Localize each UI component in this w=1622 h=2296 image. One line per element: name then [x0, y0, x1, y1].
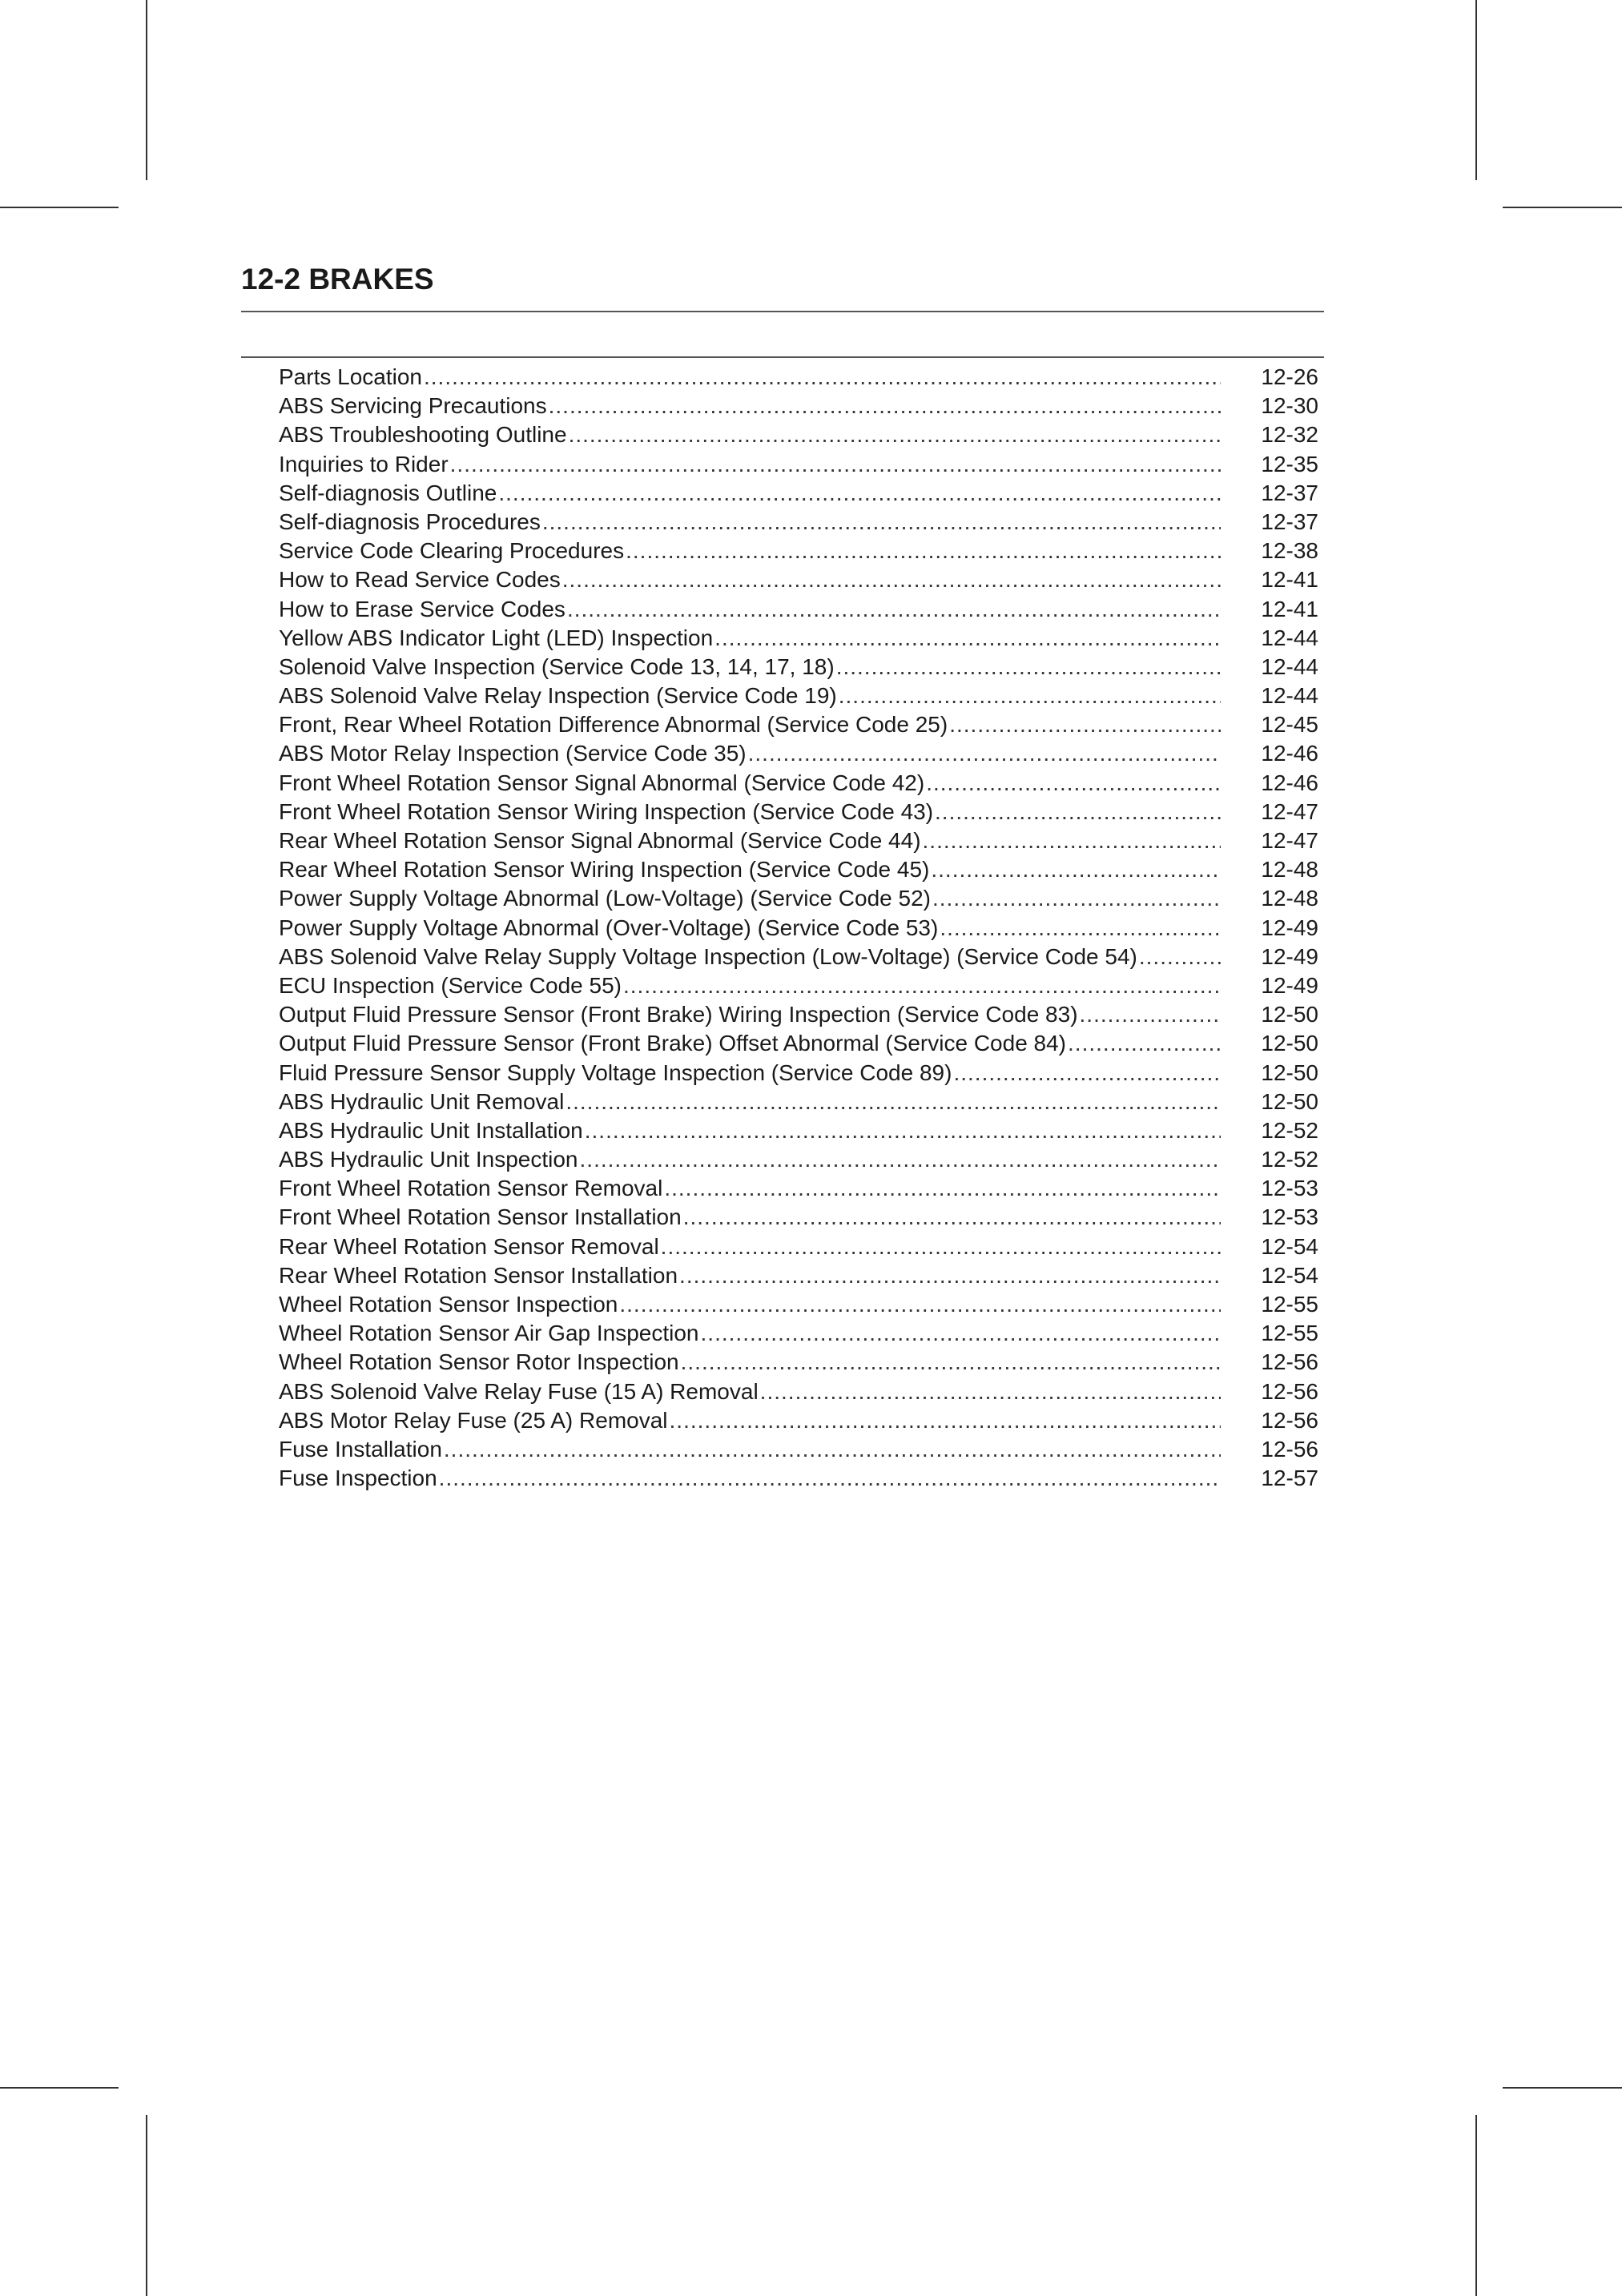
toc-entry-page: 12-56 — [1261, 1436, 1318, 1462]
toc-entry[interactable] — [279, 914, 1318, 943]
toc-entry-page: 12-55 — [1261, 1321, 1318, 1346]
toc-entry-title: Rear Wheel Rotation Sensor Wiring Inspection (Service Code 45) — [279, 857, 930, 883]
crop-mark-bottom-left-vertical — [146, 2115, 147, 2296]
toc-dot-leader — [701, 1319, 1221, 1348]
toc-entry[interactable] — [279, 508, 1318, 537]
toc-dot-leader — [683, 1203, 1221, 1232]
toc-entry-title: ABS Hydraulic Unit Removal — [279, 1088, 565, 1114]
toc-dot-leader — [1139, 943, 1221, 971]
toc-entry-page: 12-50 — [1261, 1060, 1318, 1085]
toc-dot-leader — [498, 479, 1221, 508]
toc-dot-leader — [626, 537, 1221, 565]
toc-dot-leader — [664, 1174, 1221, 1203]
toc-entry-title: Output Fluid Pressure Sensor (Front Brake) Wiring Inspection (Service Code 83) — [279, 1002, 1078, 1027]
toc-entry-page: 12-46 — [1261, 770, 1318, 795]
toc-entry[interactable] — [279, 1145, 1318, 1174]
toc-dot-leader — [714, 624, 1221, 653]
crop-mark-top-left-horizontal — [0, 207, 119, 208]
toc-entry-page: 12-48 — [1261, 886, 1318, 911]
toc-dot-leader — [839, 682, 1221, 710]
toc-entry-title: Inquiries to Rider — [279, 451, 449, 476]
toc-entry-title: Front Wheel Rotation Sensor Removal — [279, 1176, 663, 1201]
toc-entry[interactable] — [279, 1029, 1318, 1058]
toc-entry[interactable] — [279, 1116, 1318, 1145]
toc-entry-title: Power Supply Voltage Abnormal (Low-Voltage) (Service Code 52) — [279, 886, 931, 911]
toc-entry-title: Rear Wheel Rotation Sensor Removal — [279, 1233, 659, 1259]
toc-entry-page: 12-41 — [1261, 596, 1318, 621]
toc-entry-page: 12-54 — [1261, 1233, 1318, 1259]
toc-dot-leader — [935, 798, 1221, 826]
toc-entry[interactable] — [279, 1319, 1318, 1348]
toc-entry-title: ABS Solenoid Valve Relay Supply Voltage Inspection (Low-Voltage) (Service Code 54) — [279, 943, 1137, 969]
toc-entry-title: Front Wheel Rotation Sensor Signal Abnormal (Service Code 42) — [279, 770, 925, 795]
toc-entry-title: How to Read Service Codes — [279, 567, 561, 593]
toc-entry-page: 12-32 — [1261, 422, 1318, 448]
toc-entry-page: 12-49 — [1261, 915, 1318, 940]
toc-entry-page: 12-48 — [1261, 857, 1318, 883]
toc-entry-title: ABS Hydraulic Unit Installation — [279, 1117, 583, 1143]
toc-entry-page: 12-26 — [1261, 364, 1318, 389]
toc-entry[interactable] — [279, 1174, 1318, 1203]
toc-dot-leader — [1080, 1000, 1221, 1029]
toc-entry[interactable] — [279, 420, 1318, 449]
toc-entry[interactable] — [279, 884, 1318, 913]
crop-mark-top-right-vertical — [1475, 0, 1477, 180]
toc-dot-leader — [953, 1059, 1221, 1088]
toc-entry-page: 12-56 — [1261, 1407, 1318, 1433]
crop-mark-top-left-vertical — [146, 0, 147, 180]
toc-entry[interactable] — [279, 595, 1318, 624]
toc-dot-leader — [926, 769, 1221, 798]
toc-entry-page: 12-38 — [1261, 538, 1318, 564]
toc-entry[interactable] — [279, 682, 1318, 710]
header-rule — [241, 311, 1324, 312]
toc-entry-title: ABS Hydraulic Unit Inspection — [279, 1147, 578, 1172]
toc-entry[interactable] — [279, 769, 1318, 798]
toc-entry-page: 12-37 — [1261, 480, 1318, 505]
toc-entry-title: Wheel Rotation Sensor Inspection — [279, 1292, 618, 1317]
toc-entry[interactable] — [279, 826, 1318, 855]
toc-entry[interactable] — [279, 1464, 1318, 1493]
toc-entry[interactable] — [279, 1232, 1318, 1261]
toc-dot-leader — [562, 565, 1221, 594]
toc-entry-page: 12-53 — [1261, 1176, 1318, 1201]
crop-mark-bottom-left-horizontal — [0, 2087, 119, 2089]
toc-entry[interactable] — [279, 363, 1318, 392]
toc-entry-title: ECU Inspection (Service Code 55) — [279, 972, 622, 998]
toc-dot-leader — [836, 653, 1221, 682]
toc-entry[interactable] — [279, 1261, 1318, 1290]
toc-dot-leader — [949, 710, 1221, 739]
toc-dot-leader — [619, 1290, 1221, 1319]
toc-entry-title: ABS Servicing Precautions — [279, 393, 547, 419]
toc-entry[interactable] — [279, 1000, 1318, 1029]
toc-entry-title: Parts Location — [279, 364, 422, 389]
toc-dot-leader — [923, 826, 1221, 855]
toc-dot-leader — [679, 1261, 1221, 1290]
toc-entry-page: 12-56 — [1261, 1349, 1318, 1375]
toc-entry-page: 12-49 — [1261, 972, 1318, 998]
toc-entry[interactable] — [279, 537, 1318, 565]
toc-entry-page: 12-57 — [1261, 1466, 1318, 1491]
toc-entry-title: ABS Solenoid Valve Relay Fuse (15 A) Removal — [279, 1378, 759, 1404]
toc-entry-title: ABS Motor Relay Fuse (25 A) Removal — [279, 1407, 668, 1433]
toc-entry-title: Fuse Inspection — [279, 1466, 437, 1491]
toc-dot-leader — [565, 1088, 1221, 1116]
toc-entry-title: Self-diagnosis Procedures — [279, 509, 541, 534]
toc-entry-page: 12-53 — [1261, 1204, 1318, 1230]
toc-entry-title: Fuse Installation — [279, 1436, 442, 1462]
toc-entry-title: Service Code Clearing Procedures — [279, 538, 625, 564]
toc-entry-title: Front Wheel Rotation Sensor Wiring Inspection (Service Code 43) — [279, 798, 934, 824]
toc-entry-page: 12-52 — [1261, 1117, 1318, 1143]
toc-entry[interactable] — [279, 1059, 1318, 1088]
toc-dot-leader — [580, 1145, 1221, 1174]
toc-entry[interactable] — [279, 479, 1318, 508]
toc-entry-page: 12-47 — [1261, 798, 1318, 824]
toc-dot-leader — [542, 508, 1221, 537]
toc-entry-title: ABS Troubleshooting Outline — [279, 422, 567, 448]
toc-dot-leader — [549, 392, 1221, 420]
toc-dot-leader — [585, 1116, 1221, 1145]
toc-dot-leader — [940, 914, 1221, 943]
toc-entry[interactable] — [279, 653, 1318, 682]
toc-entry-title: Solenoid Valve Inspection (Service Code 13, 14, 17, 18) — [279, 653, 835, 679]
toc-entry-title: Wheel Rotation Sensor Rotor Inspection — [279, 1349, 679, 1375]
toc-entry[interactable] — [279, 943, 1318, 971]
toc-dot-leader — [444, 1435, 1221, 1464]
toc-entry-page: 12-50 — [1261, 1002, 1318, 1027]
crop-mark-top-right-horizontal — [1503, 207, 1622, 208]
crop-mark-bottom-right-vertical — [1475, 2115, 1477, 2296]
toc-entry[interactable] — [279, 624, 1318, 653]
toc-entry-page: 12-49 — [1261, 943, 1318, 969]
toc-entry-title: Front, Rear Wheel Rotation Difference Abnormal (Service Code 25) — [279, 712, 948, 738]
toc-dot-leader — [681, 1348, 1221, 1377]
toc-entry-title: Wheel Rotation Sensor Air Gap Inspection — [279, 1321, 699, 1346]
toc-dot-leader — [670, 1406, 1221, 1435]
toc-entry[interactable] — [279, 1088, 1318, 1116]
toc-dot-leader — [748, 739, 1221, 768]
toc-entry-page: 12-50 — [1261, 1088, 1318, 1114]
toc-entry[interactable] — [279, 1377, 1318, 1406]
toc-entry[interactable] — [279, 798, 1318, 826]
toc-entry-title: Rear Wheel Rotation Sensor Signal Abnormal (Service Code 44) — [279, 828, 921, 853]
toc-dot-leader — [661, 1232, 1221, 1261]
toc-entry-page: 12-44 — [1261, 653, 1318, 679]
toc-entry[interactable] — [279, 710, 1318, 739]
toc-dot-leader — [623, 971, 1221, 1000]
toc-entry-title: Self-diagnosis Outline — [279, 480, 497, 505]
toc-entry[interactable] — [279, 1348, 1318, 1377]
toc-entry-title: Rear Wheel Rotation Sensor Installation — [279, 1262, 678, 1288]
toc-entry-title: How to Erase Service Codes — [279, 596, 565, 621]
toc-entry-title: Front Wheel Rotation Sensor Installation — [279, 1204, 682, 1230]
toc-dot-leader — [450, 450, 1221, 479]
toc-entry-page: 12-30 — [1261, 393, 1318, 419]
toc-entry[interactable] — [279, 971, 1318, 1000]
toc-entry[interactable] — [279, 565, 1318, 594]
toc-dot-leader — [567, 595, 1221, 624]
toc-entry-title: Fluid Pressure Sensor Supply Voltage Inspection (Service Code 89) — [279, 1060, 952, 1085]
toc-dot-leader — [760, 1377, 1221, 1406]
toc-entry[interactable] — [279, 855, 1318, 884]
toc-entry-page: 12-50 — [1261, 1031, 1318, 1056]
toc-entry[interactable] — [279, 1203, 1318, 1232]
toc-entry-page: 12-37 — [1261, 509, 1318, 534]
toc-dot-leader — [931, 855, 1221, 884]
toc-entry-page: 12-54 — [1261, 1262, 1318, 1288]
toc-dot-leader — [932, 884, 1221, 913]
toc-top-rule — [241, 356, 1324, 358]
toc-entry[interactable] — [279, 1406, 1318, 1435]
toc-entry[interactable] — [279, 739, 1318, 768]
toc-entry-page: 12-41 — [1261, 567, 1318, 593]
toc-entry[interactable] — [279, 1290, 1318, 1319]
toc-entry-page: 12-44 — [1261, 625, 1318, 650]
toc-entry-title: Yellow ABS Indicator Light (LED) Inspection — [279, 625, 714, 650]
crop-mark-bottom-right-horizontal — [1503, 2087, 1622, 2089]
toc-entry-title: Power Supply Voltage Abnormal (Over-Voltage) (Service Code 53) — [279, 915, 939, 940]
toc-dot-leader — [569, 420, 1221, 449]
toc-entry[interactable] — [279, 392, 1318, 420]
toc-entry[interactable] — [279, 1435, 1318, 1464]
toc-entry-page: 12-46 — [1261, 741, 1318, 766]
toc-dot-leader — [439, 1464, 1221, 1493]
page-title: 12-2 BRAKES — [241, 263, 434, 296]
toc-entry-title: ABS Solenoid Valve Relay Inspection (Service Code 19) — [279, 683, 837, 709]
toc-entry[interactable] — [279, 450, 1318, 479]
toc-entry-page: 12-55 — [1261, 1292, 1318, 1317]
table-of-contents — [279, 363, 1318, 1493]
toc-entry-page: 12-44 — [1261, 683, 1318, 709]
toc-entry-page: 12-47 — [1261, 828, 1318, 853]
toc-dot-leader — [1068, 1029, 1221, 1058]
toc-entry-page: 12-56 — [1261, 1378, 1318, 1404]
toc-dot-leader — [424, 363, 1221, 392]
toc-entry-page: 12-45 — [1261, 712, 1318, 738]
toc-entry-title: ABS Motor Relay Inspection (Service Code 35) — [279, 741, 747, 766]
toc-entry-page: 12-35 — [1261, 451, 1318, 476]
toc-entry-title: Output Fluid Pressure Sensor (Front Brake) Offset Abnormal (Service Code 84) — [279, 1031, 1067, 1056]
toc-entry-page: 12-52 — [1261, 1147, 1318, 1172]
